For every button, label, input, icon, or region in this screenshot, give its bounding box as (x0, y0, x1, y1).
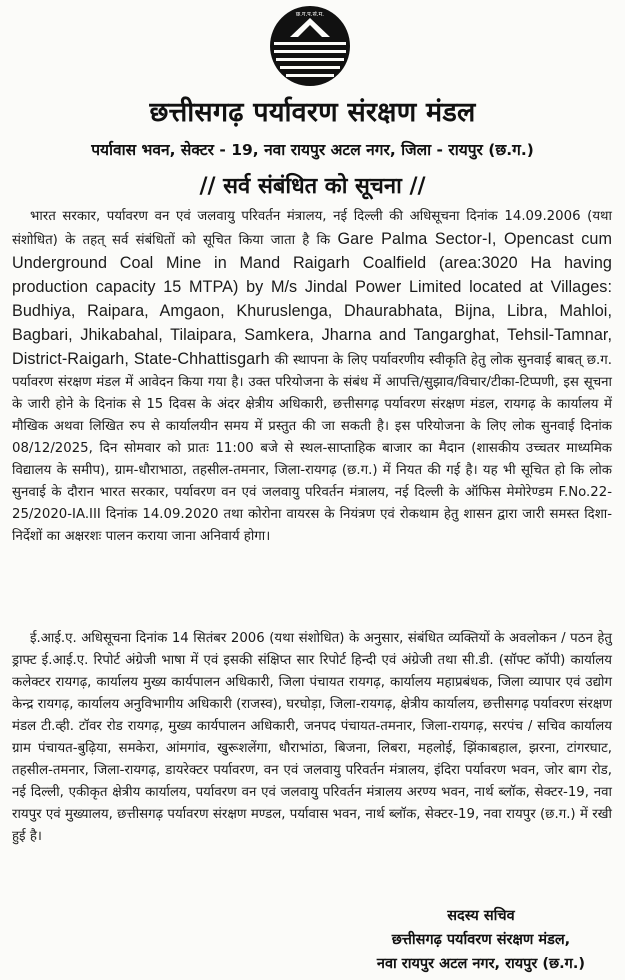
paragraph-1-details: की स्थापना के लिए पर्यावरणीय स्वीकृति हेतु लोक सुनवाई बाबत् छ.ग. पर्यावरण संरक्षण मंडल में आवेदन किया गया है। उक्त परियोजना के संबंध में आपत्ति/सुझाव/विचार/टीका-टिप्पणी, इस सूचना के जारी होने के दिनांक से 15 दिवस के अंदर क्षेत्रीय अधिकारी, छत्तीसगढ़ पर्यावरण संरक्षण मंडल, रायगढ़ के कार्यालय में मौखिक अथवा लिखित रुप से कार्यालयीन समय में प्रस्तुत की जा सकती है। इस परियोजना के लिए लोक सुनवाई दिनांक 08/12/2025, दिन सोमवार को प्रातः 11:00 बजे से स्थल-साप्ताहिक बाजार का मैदान (शासकीय उच्चतर माध्यमिक विद्यालय के समीप), ग्राम-धौराभाठा, तहसील-तमनार, जिला-रायगढ़ (छ.ग.) में नियत की गई है। यह भी सूचित हो कि लोक सुनवाई के दौरान भारत सरकार, पर्यावरण वन एवं जलवायु परिवर्तन मंत्रालय, नई दिल्ली के ऑफिस मेमोरेण्डम F.No.22-25/2020-IA.III दिनांक 14.09.2020 तथा कोरोना वायरस के नियंत्रण एवं रोकथाम हेतु शासन द्वारा जारी समस्त दिशा-निर्देशों का अक्षरशः पालन कराया जाना अनिवार्य होगा। (12, 353, 612, 544)
signature-block (377, 904, 585, 976)
project-description: Gare Palma Sector-I, Opencast cum Underground Coal Mine in Mand Raigarh Coalfield (area:3020 Ha having production capacity 15 MTPA) by M/s Jindal Power Limited located at Villages: Budhiya, Raipara, Amgaon, Khuruslenga, Dhaurabhata, Bijna, Libra, Mahloi, Bagbari, Jhikabahal, Tilaipara, Samkera, Jharna and Tangarghat, Tehsil-Tamnar, District-Raigarh, State-Chhattisgarh (12, 230, 613, 368)
org-address: पर्यावास भवन, सेक्टर - 19, नवा रायपुर अटल नगर, जिला - रायपुर (छ.ग.) (91, 141, 534, 159)
paragraph-2-text: ई.आई.ए. अधिसूचना दिनांक 14 सितंबर 2006 (यथा संशोधित) के अनुसार, संबंधित व्यक्तियों के अवलोकन / पठन हेतु ड्राफ्ट ई.आई.ए. रिपोर्ट अंग्रेजी भाषा में एवं इसकी संक्षिप्त सार रिपोर्ट हिन्दी एवं अंग्रेजी तथा सी.डी. (सॉफ्ट कॉपी) कार्यालय कलेक्टर रायगढ़, कार्यालय मुख्य कार्यपालन अधिकारी, जिला पंचायत रायगढ़, कार्यालय महाप्रबंधक, जिला व्यापार एवं उद्योग केन्द्र रायगढ़, कार्यालय अनुविभागीय अधिकारी (राजस्व), घरघोड़ा, जिला-रायगढ़, क्षेत्रीय कार्यालय, छत्तीसगढ़ पर्यावरण संरक्षण मंडल टी.व्ही. टॉवर रोड रायगढ़, मुख्य कार्यपालन अधिकारी, जनपद पंचायत-तमनार, जिला-रायगढ़, सरपंच / सचिव कार्यालय ग्राम पंचायत-बुढ़िया, समकेरा, आंमगांव, खुरूशलेंगा, धौराभांठा, बिजना, लिबरा, महलोई, झिंकाबहाल, झरना, टांगरघाट, तहसील-तमनार, जिला-रायगढ़, डायरेक्टर पर्यावरण, वन एवं जलवायु परिवर्तन मंत्रालय, इंदिरा पर्यावरण भवन, जोर बाग रोड, नई दिल्ली, एकीकृत क्षेत्रीय कार्यालय, पर्यावरण वन एवं जलवायु परिवर्तन मंत्रालय अरण्य भवन, नार्थ ब्लॉक, सेक्टर-19, नवा रायपुर एवं मुख्यालय, छत्तीसगढ़ पर्यावरण संरक्षण मण्डल, पर्यावास भवन, नार्थ ब्लॉक, सेक्टर-19, नवा रायपुर (छ.ग.) में रखी हुई है। (12, 631, 612, 844)
signatory-organization: छत्तीसगढ़ पर्यावरण संरक्षण मंडल, (391, 932, 571, 948)
svg-text:छ.ग.प.सं.म.: छ.ग.प.सं.म. (295, 11, 325, 18)
org-title: छत्तीसगढ़ पर्यावरण संरक्षण मंडल (149, 97, 476, 128)
signatory-designation: सदस्य सचिव (447, 908, 515, 924)
notice-title: // सर्व संबंधित को सूचना // (199, 174, 426, 199)
paragraph-1-intro: भारत सरकार, पर्यावरण वन एवं जलवायु परिवर्तन मंत्रालय, नई दिल्ली की अधिसूचना दिनांक 14.09.2006 (यथा संशोधित) के तहत् सर्व संबंधितों को सूचित किया जाता है कि (12, 209, 612, 248)
board-emblem-icon (268, 4, 352, 88)
notice-paragraph-1 (12, 206, 612, 548)
signatory-location: नवा रायपुर अटल नगर, रायपुर (छ.ग.) (376, 956, 585, 972)
notice-paragraph-2 (12, 628, 612, 848)
